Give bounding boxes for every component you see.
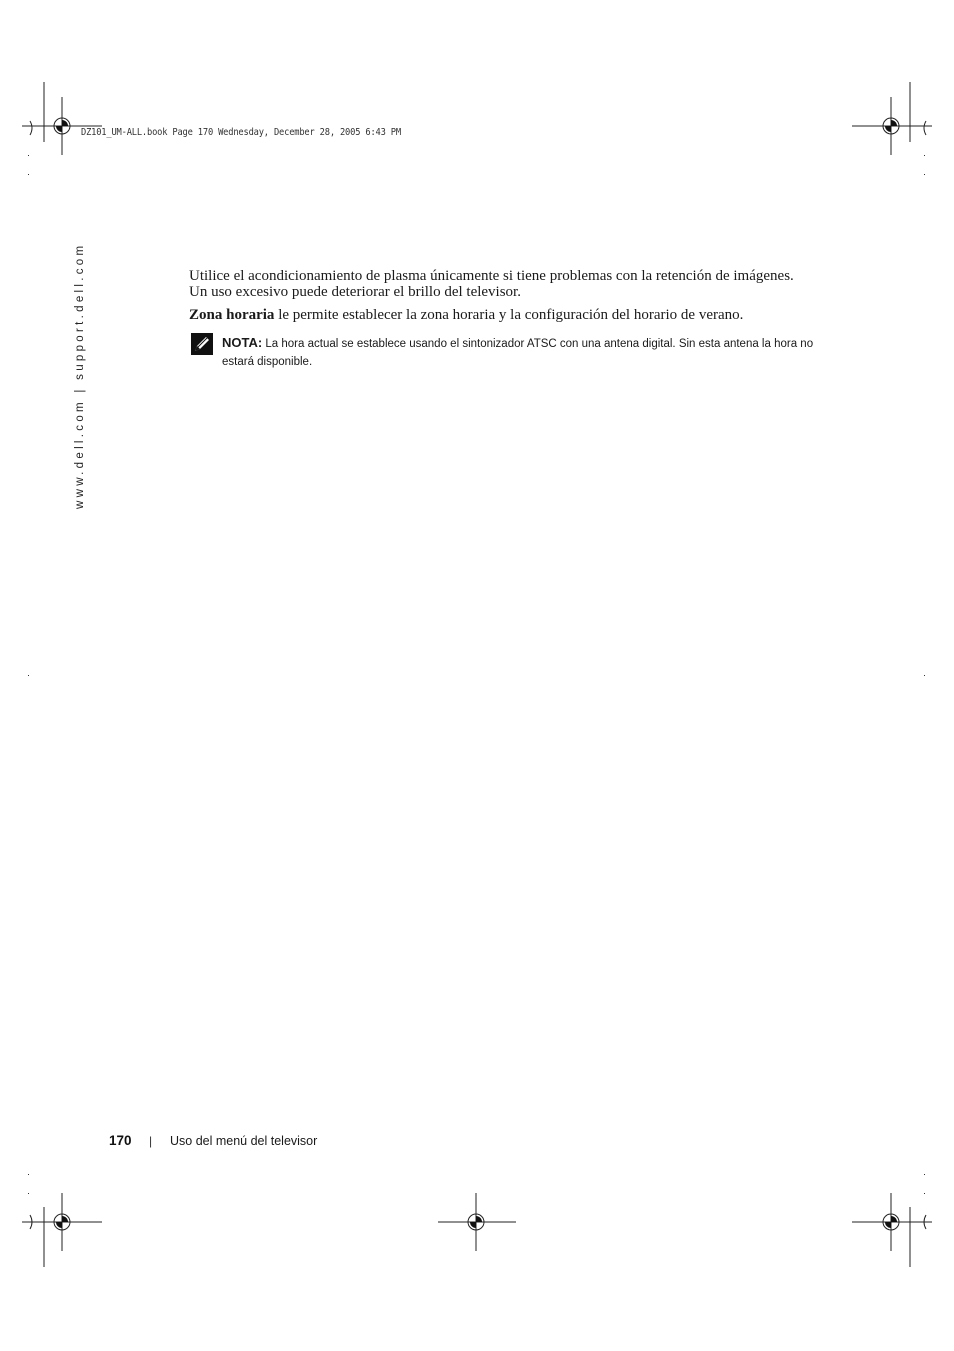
print-header: DZ101_UM-ALL.book Page 170 Wednesday, December 28, 2005 6:43 PM (81, 127, 401, 138)
paragraph-time-zone-text: le permite establecer la zona horaria y la configuración del horario de verano. (274, 307, 744, 323)
paragraph-time-zone (189, 307, 829, 323)
note-pencil-icon (191, 333, 213, 355)
footer-separator: | (149, 1134, 153, 1148)
registration-mark-icon (54, 1214, 70, 1230)
note (222, 334, 827, 371)
term-time-zone: Zona horaria (189, 307, 275, 323)
side-url: www.dell.com | support.dell.com (74, 242, 86, 509)
page-number: 170 (109, 1133, 132, 1148)
registration-mark-icon (883, 1214, 899, 1230)
note-label: NOTA: (222, 335, 263, 350)
footer-section-title: Uso del menú del televisor (170, 1134, 318, 1148)
registration-mark-icon (468, 1214, 484, 1230)
registration-mark-icon (883, 118, 899, 134)
note-text: La hora actual se establece usando el sintonizador ATSC con una antena digital. Sin esta antena la hora no estará disponible. (222, 338, 814, 368)
paragraph-plasma: Utilice el acondicionamiento de plasma únicamente si tiene problemas con la retención de imágenes. Un uso excesivo puede deteriorar el brillo del televisor. (189, 268, 794, 300)
registration-mark-icon (54, 118, 70, 134)
